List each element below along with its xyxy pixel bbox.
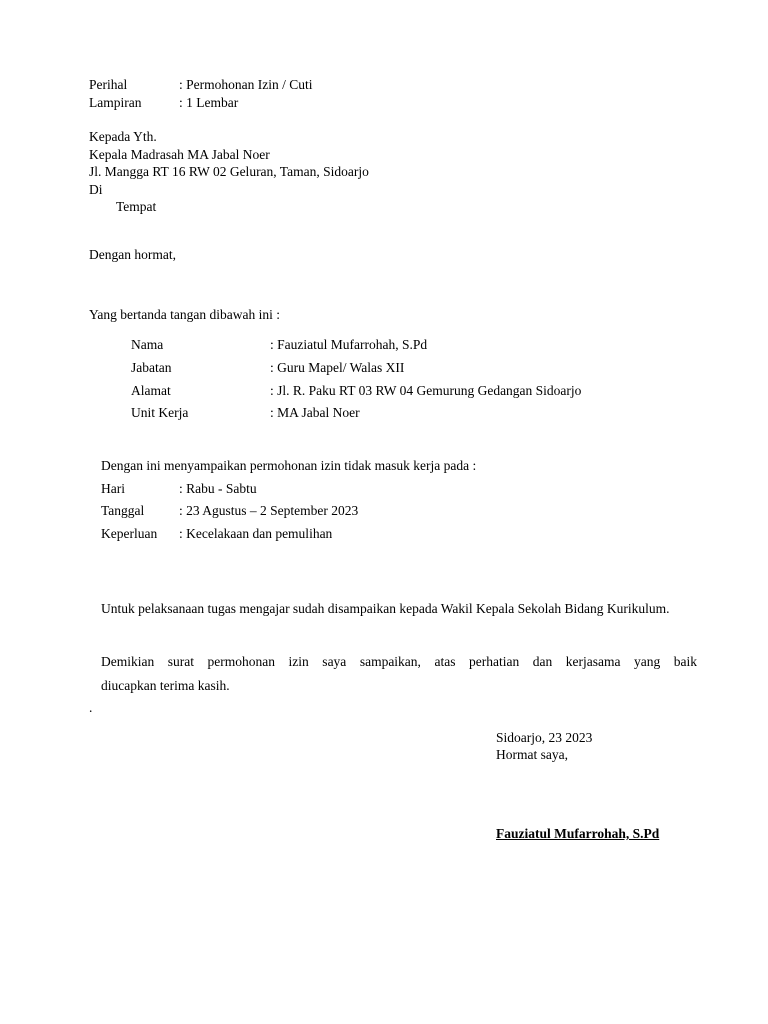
paragraph-kurikulum: Untuk pelaksanaan tugas mengajar sudah disampaikan kepada Wakil Kepala Sekolah Bidang Kurikulum. bbox=[101, 601, 670, 616]
place-date: Sidoarjo, 23 2023 bbox=[496, 730, 593, 745]
paragraph-closing-line-1: Demikian surat permohonan izin saya sampaikan, atas perhatian dan kerjasama yang baik bbox=[101, 654, 697, 669]
perihal-row bbox=[89, 76, 312, 93]
recipient-line-di: Di bbox=[89, 182, 103, 197]
request-value: : Kecelakaan dan pemulihan bbox=[179, 526, 333, 541]
perihal-value: : Permohonan Izin / Cuti bbox=[179, 77, 313, 92]
identity-row-jabatan bbox=[131, 359, 404, 376]
recipient-line-tempat: Tempat bbox=[116, 199, 157, 214]
identity-label: Nama bbox=[131, 337, 164, 352]
regards: Hormat saya, bbox=[496, 747, 568, 762]
request-label: Hari bbox=[101, 481, 125, 496]
request-value: : Rabu - Sabtu bbox=[179, 481, 257, 496]
request-row-tanggal bbox=[101, 502, 358, 519]
request-intro: Dengan ini menyampaikan permohonan izin tidak masuk kerja pada : bbox=[101, 458, 477, 473]
recipient-line-2: Kepala Madrasah MA Jabal Noer bbox=[89, 147, 270, 162]
identity-row-alamat bbox=[131, 382, 581, 399]
request-row-keperluan bbox=[101, 525, 332, 542]
stray-dot: . bbox=[89, 700, 93, 715]
identity-label: Unit Kerja bbox=[131, 405, 189, 420]
request-value: : 23 Agustus – 2 September 2023 bbox=[179, 503, 359, 518]
intro-text: Yang bertanda tangan dibawah ini : bbox=[89, 307, 280, 322]
paragraph-closing-line-2: diucapkan terima kasih. bbox=[101, 678, 230, 693]
identity-value: : Jl. R. Paku RT 03 RW 04 Gemurung Gedangan Sidoarjo bbox=[270, 383, 582, 398]
salutation: Dengan hormat, bbox=[89, 247, 176, 262]
lampiran-value: : 1 Lembar bbox=[179, 95, 239, 110]
request-row-hari bbox=[101, 480, 257, 497]
request-label: Tanggal bbox=[101, 503, 145, 518]
perihal-label: Perihal bbox=[89, 77, 128, 92]
identity-label: Alamat bbox=[131, 383, 171, 398]
request-label: Keperluan bbox=[101, 526, 158, 541]
signer-name: Fauziatul Mufarrohah, S.Pd bbox=[496, 826, 660, 841]
lampiran-row bbox=[89, 94, 238, 111]
identity-value: : MA Jabal Noer bbox=[270, 405, 360, 420]
identity-row-nama bbox=[131, 336, 427, 353]
identity-label: Jabatan bbox=[131, 360, 172, 375]
identity-row-unit-kerja bbox=[131, 404, 360, 421]
recipient-line-1: Kepada Yth. bbox=[89, 129, 157, 144]
recipient-address: Jl. Mangga RT 16 RW 02 Geluran, Taman, Sidoarjo bbox=[89, 164, 369, 179]
identity-value: : Guru Mapel/ Walas XII bbox=[270, 360, 405, 375]
lampiran-label: Lampiran bbox=[89, 95, 142, 110]
identity-value: : Fauziatul Mufarrohah, S.Pd bbox=[270, 337, 428, 352]
